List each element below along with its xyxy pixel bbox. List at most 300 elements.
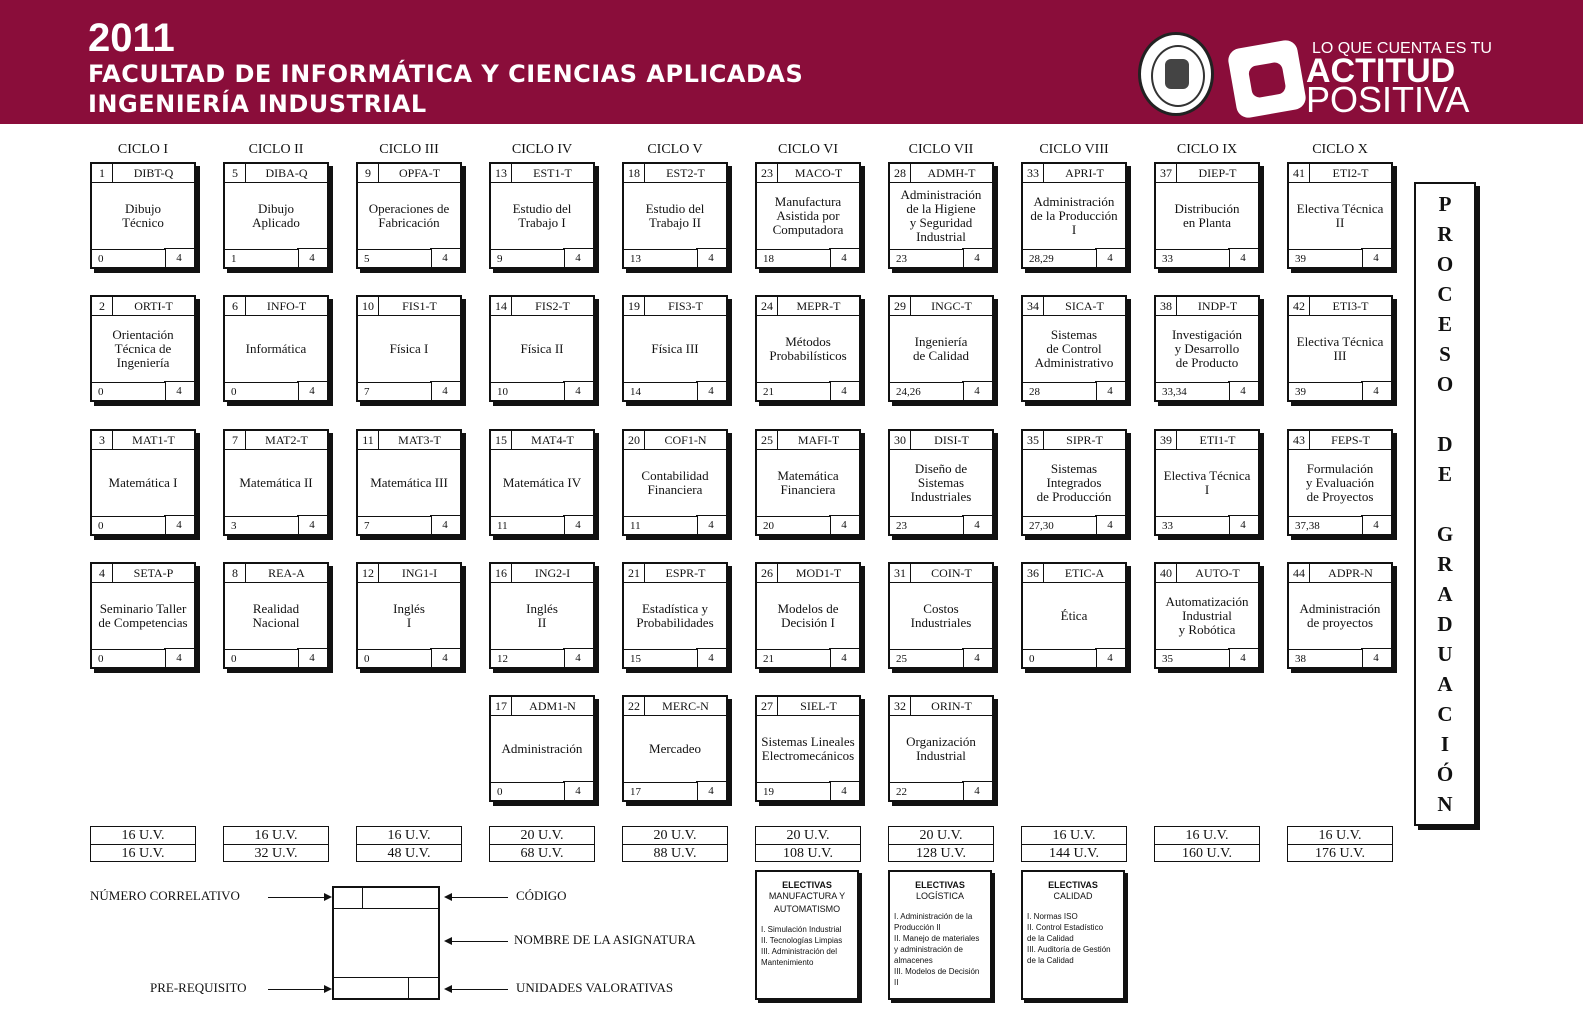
cycle-header: CICLO III xyxy=(379,142,439,157)
course-number: 34 xyxy=(1023,297,1044,316)
course-card xyxy=(356,295,462,402)
course-name: Sistemas Lineales Electromecánicos xyxy=(761,733,855,763)
course-code: MAT1-T xyxy=(113,431,194,450)
course-name: Física II xyxy=(520,340,564,356)
course-code: INGC-T xyxy=(911,297,992,316)
course-card xyxy=(489,295,595,402)
course-prerequisite: 23 xyxy=(890,516,964,534)
course-card xyxy=(1154,562,1260,669)
course-prerequisite: 12 xyxy=(491,649,565,667)
course-uv: 4 xyxy=(563,515,593,534)
course-number: 9 xyxy=(358,164,379,183)
course-uv: 4 xyxy=(696,781,726,800)
proceso-letter: E xyxy=(1437,312,1452,336)
legend-nombre-label: NOMBRE DE LA ASIGNATURA xyxy=(514,932,696,947)
uv-cumulative: 32 U.V. xyxy=(254,846,298,861)
course-code: APRI-T xyxy=(1044,164,1125,183)
proceso-letter: R xyxy=(1437,552,1453,576)
proceso-letter: Ó xyxy=(1436,762,1454,786)
course-number: 30 xyxy=(890,431,911,450)
course-name: Matemática Financiera xyxy=(777,467,839,497)
header-banner xyxy=(0,0,1583,124)
course-name: Electiva Técnica II xyxy=(1296,200,1384,230)
course-number: 10 xyxy=(358,297,379,316)
course-prerequisite: 10 xyxy=(491,382,565,400)
course-number: 40 xyxy=(1156,564,1177,583)
slogan-positiva: POSITIVA xyxy=(1306,79,1470,120)
course-number: 1 xyxy=(92,164,113,183)
course-number: 14 xyxy=(491,297,512,316)
university-seal-icon xyxy=(1138,32,1214,116)
electives-list xyxy=(1023,911,1123,966)
electives-item: I. Simulación Industrial xyxy=(761,925,842,934)
electives-area: LOGÍSTICA xyxy=(915,891,964,901)
course-number: 41 xyxy=(1289,164,1310,183)
uv-cycle: 16 U.V. xyxy=(224,827,328,845)
course-code: FIS3-T xyxy=(645,297,726,316)
legend-codigo-label: CÓDIGO xyxy=(516,888,567,903)
course-name: Investigación y Desarrollo de Producto xyxy=(1171,326,1243,370)
course-card xyxy=(888,429,994,536)
cycle-header: CICLO I xyxy=(117,142,169,157)
course-prerequisite: 21 xyxy=(757,382,831,400)
proceso-letter: A xyxy=(1437,672,1453,696)
uv-total-box xyxy=(1287,826,1393,862)
course-uv: 4 xyxy=(962,515,992,534)
legend-numero-label: NÚMERO CORRELATIVO xyxy=(90,888,240,903)
electives-title: ELECTIVAS xyxy=(1048,880,1098,890)
course-prerequisite: 0 xyxy=(491,782,565,800)
course-prerequisite: 0 xyxy=(358,649,432,667)
uv-cumulative: 108 U.V. xyxy=(783,846,833,861)
electives-title: ELECTIVAS xyxy=(782,880,832,890)
course-card xyxy=(1021,562,1127,669)
course-code: ORIN-T xyxy=(911,697,992,716)
course-code: AUTO-T xyxy=(1177,564,1258,583)
thumbs-up-icon xyxy=(1226,38,1307,119)
year-title: 2011 xyxy=(88,16,175,60)
course-card xyxy=(755,562,861,669)
course-prerequisite: 21 xyxy=(757,649,831,667)
course-card xyxy=(1287,295,1393,402)
course-uv: 4 xyxy=(563,648,593,667)
cycle-header: CICLO II xyxy=(248,142,304,157)
course-prerequisite: 39 xyxy=(1289,249,1363,267)
uv-total-box xyxy=(489,826,595,862)
course-number: 13 xyxy=(491,164,512,183)
course-prerequisite: 11 xyxy=(624,516,698,534)
course-card xyxy=(1154,295,1260,402)
uv-cumulative: 68 U.V. xyxy=(520,846,564,861)
course-prerequisite: 35 xyxy=(1156,649,1230,667)
course-card xyxy=(1287,562,1393,669)
cycle-header: CICLO X xyxy=(1312,142,1368,157)
course-uv: 4 xyxy=(1228,648,1258,667)
course-name: Mercadeo xyxy=(649,740,701,756)
course-prerequisite: 7 xyxy=(358,382,432,400)
course-name: Inglés I xyxy=(393,600,425,630)
course-uv: 4 xyxy=(1361,515,1391,534)
course-card xyxy=(755,695,861,802)
course-code: FIS2-T xyxy=(512,297,593,316)
arrow-left-icon xyxy=(446,989,508,990)
uv-cumulative: 160 U.V. xyxy=(1182,846,1232,861)
course-number: 3 xyxy=(92,431,113,450)
uv-cumulative: 144 U.V. xyxy=(1049,846,1099,861)
uv-cumulative: 128 U.V. xyxy=(916,846,966,861)
course-card xyxy=(1154,429,1260,536)
course-uv: 4 xyxy=(430,381,460,400)
course-uv: 4 xyxy=(563,781,593,800)
course-uv: 4 xyxy=(164,515,194,534)
course-code: ETI1-T xyxy=(1177,431,1258,450)
course-prerequisite: 22 xyxy=(890,782,964,800)
course-uv: 4 xyxy=(1228,248,1258,267)
course-name: Formulación y Evaluación de Proyectos xyxy=(1305,460,1375,504)
course-name: Administración de la Higiene y Seguridad Industrial xyxy=(900,186,982,244)
course-name: Automatización Industrial y Robótica xyxy=(1165,593,1249,637)
uv-total-box xyxy=(755,826,861,862)
legend-unidades-label: UNIDADES VALORATIVAS xyxy=(516,980,674,995)
course-card xyxy=(356,162,462,269)
course-name: Matemática I xyxy=(108,474,178,490)
course-code: INFO-T xyxy=(246,297,327,316)
electives-list xyxy=(757,924,857,968)
course-uv: 4 xyxy=(1095,648,1125,667)
course-card xyxy=(489,429,595,536)
course-uv: 4 xyxy=(164,248,194,267)
course-code: REA-A xyxy=(246,564,327,583)
proceso-de-graduacion xyxy=(1414,182,1476,826)
course-code: MAT2-T xyxy=(246,431,327,450)
course-card xyxy=(489,695,595,802)
proceso-letter: G xyxy=(1436,522,1454,546)
course-code: ORTI-T xyxy=(113,297,194,316)
course-card xyxy=(1021,295,1127,402)
course-uv: 4 xyxy=(696,381,726,400)
proceso-letter: U xyxy=(1437,642,1453,666)
course-uv: 4 xyxy=(430,648,460,667)
course-card xyxy=(223,295,329,402)
proceso-letter: O xyxy=(1436,372,1454,396)
course-code: SIPR-T xyxy=(1044,431,1125,450)
course-name: Organización Industrial xyxy=(906,733,976,763)
course-number: 33 xyxy=(1023,164,1044,183)
electives-item: III. Auditoría de Gestión de la Calidad xyxy=(1027,945,1111,965)
course-name: Orientación Técnica de Ingeniería xyxy=(112,326,174,370)
course-uv: 4 xyxy=(297,648,327,667)
electives-item: II. Tecnologías Limpias xyxy=(761,936,843,945)
course-card xyxy=(622,695,728,802)
course-name: Costos Industriales xyxy=(910,600,972,630)
course-number: 38 xyxy=(1156,297,1177,316)
proceso-letter: O xyxy=(1436,252,1454,276)
course-prerequisite: 33 xyxy=(1156,516,1230,534)
electives-item: III. Administración del Mantenimiento xyxy=(761,947,838,967)
course-name: Sistemas Integrados de Producción xyxy=(1036,460,1112,504)
course-uv: 4 xyxy=(1228,515,1258,534)
course-prerequisite: 23 xyxy=(890,249,964,267)
course-code: ESPR-T xyxy=(645,564,726,583)
course-prerequisite: 3 xyxy=(225,516,299,534)
uv-total-box xyxy=(622,826,728,862)
uv-cumulative: 88 U.V. xyxy=(653,846,697,861)
uv-cumulative: 176 U.V. xyxy=(1315,846,1365,861)
course-code: MAFI-T xyxy=(778,431,859,450)
faculty-title: FACULTAD DE INFORMÁTICA Y CIENCIAS APLICADAS xyxy=(88,60,804,88)
course-card xyxy=(888,695,994,802)
course-prerequisite: 9 xyxy=(491,249,565,267)
uv-total-box xyxy=(90,826,196,862)
course-name: Administración xyxy=(501,740,583,756)
course-uv: 4 xyxy=(829,648,859,667)
course-number: 43 xyxy=(1289,431,1310,450)
course-name: Matemática II xyxy=(239,474,313,490)
cycle-header: CICLO IX xyxy=(1176,142,1238,157)
course-prerequisite: 0 xyxy=(92,382,166,400)
course-prerequisite: 13 xyxy=(624,249,698,267)
course-name: Métodos Probabilísticos xyxy=(769,333,847,363)
course-prerequisite: 5 xyxy=(358,249,432,267)
course-card xyxy=(755,295,861,402)
arrow-right-icon xyxy=(268,897,330,898)
course-name: Seminario Taller de Competencias xyxy=(98,600,188,630)
course-number: 28 xyxy=(890,164,911,183)
cycle-header: CICLO V xyxy=(647,142,703,157)
course-uv: 4 xyxy=(1228,381,1258,400)
uv-cycle: 20 U.V. xyxy=(623,827,727,845)
uv-total-box xyxy=(356,826,462,862)
course-number: 23 xyxy=(757,164,778,183)
course-card xyxy=(90,562,196,669)
course-name: Física III xyxy=(651,340,699,356)
course-uv: 4 xyxy=(829,381,859,400)
course-name: Dibujo Aplicado xyxy=(252,200,300,230)
electives-item: I. Administración de la Producción II xyxy=(894,912,973,932)
proceso-letter: R xyxy=(1437,222,1453,246)
course-number: 8 xyxy=(225,564,246,583)
uv-cycle: 16 U.V. xyxy=(357,827,461,845)
course-prerequisite: 33 xyxy=(1156,249,1230,267)
course-number: 2 xyxy=(92,297,113,316)
course-prerequisite: 38 xyxy=(1289,649,1363,667)
course-uv: 4 xyxy=(1095,381,1125,400)
course-code: EST2-T xyxy=(645,164,726,183)
course-prerequisite: 20 xyxy=(757,516,831,534)
uv-cycle: 20 U.V. xyxy=(756,827,860,845)
course-number: 11 xyxy=(358,431,379,450)
course-name: Inglés II xyxy=(526,600,558,630)
course-uv: 4 xyxy=(563,381,593,400)
course-prerequisite: 0 xyxy=(225,382,299,400)
slogan-small: LO QUE CUENTA ES TU xyxy=(1312,40,1492,57)
course-name: Estadística y Probabilidades xyxy=(636,600,714,630)
course-code: ING1-I xyxy=(379,564,460,583)
course-number: 27 xyxy=(757,697,778,716)
course-uv: 4 xyxy=(1095,515,1125,534)
cycle-header: CICLO VIII xyxy=(1039,142,1109,157)
proceso-letter: P xyxy=(1438,192,1452,216)
course-prerequisite: 28 xyxy=(1023,382,1097,400)
course-number: 6 xyxy=(225,297,246,316)
course-uv: 4 xyxy=(164,381,194,400)
course-prerequisite: 18 xyxy=(757,249,831,267)
course-card xyxy=(90,162,196,269)
course-number: 4 xyxy=(92,564,113,583)
proceso-letter: I xyxy=(1440,732,1450,756)
uv-cycle: 16 U.V. xyxy=(1155,827,1259,845)
course-code: ETI3-T xyxy=(1310,297,1391,316)
uv-cumulative: 16 U.V. xyxy=(121,846,165,861)
course-name: Operaciones de Fabricación xyxy=(368,200,450,230)
course-number: 19 xyxy=(624,297,645,316)
course-name: Realidad Nacional xyxy=(252,600,300,630)
course-name: Modelos de Decisión I xyxy=(777,600,839,630)
course-prerequisite: 14 xyxy=(624,382,698,400)
course-code: INDP-T xyxy=(1177,297,1258,316)
course-prerequisite: 7 xyxy=(358,516,432,534)
course-uv: 4 xyxy=(962,248,992,267)
course-code: SETA-P xyxy=(113,564,194,583)
uv-total-box xyxy=(1154,826,1260,862)
course-number: 39 xyxy=(1156,431,1177,450)
course-number: 5 xyxy=(225,164,246,183)
course-code: MERC-N xyxy=(645,697,726,716)
course-uv: 4 xyxy=(829,515,859,534)
course-number: 35 xyxy=(1023,431,1044,450)
course-name: Matemática III xyxy=(370,474,448,490)
course-number: 17 xyxy=(491,697,512,716)
course-name: Estudio del Trabajo II xyxy=(645,200,705,230)
course-card xyxy=(888,295,994,402)
electives-item: III. Modelos de Decisión II xyxy=(894,967,980,987)
proceso-letter: N xyxy=(1437,792,1453,816)
course-card xyxy=(1154,162,1260,269)
proceso-letter: C xyxy=(1437,282,1453,306)
course-prerequisite: 0 xyxy=(1023,649,1097,667)
course-prerequisite: 0 xyxy=(92,249,166,267)
course-prerequisite: 24,26 xyxy=(890,382,964,400)
course-uv: 4 xyxy=(297,381,327,400)
course-code: FEPS-T xyxy=(1310,431,1391,450)
course-name: Sistemas de Control Administrativo xyxy=(1034,326,1114,370)
course-number: 25 xyxy=(757,431,778,450)
electives-box xyxy=(888,870,992,1000)
course-prerequisite: 19 xyxy=(757,782,831,800)
course-code: MAT4-T xyxy=(512,431,593,450)
proceso-letter: D xyxy=(1437,612,1453,636)
course-code: MEPR-T xyxy=(778,297,859,316)
course-card xyxy=(489,562,595,669)
course-code: OPFA-T xyxy=(379,164,460,183)
course-number: 26 xyxy=(757,564,778,583)
course-uv: 4 xyxy=(829,248,859,267)
course-card xyxy=(1287,429,1393,536)
course-code: ADPR-N xyxy=(1310,564,1391,583)
course-prerequisite: 11 xyxy=(491,516,565,534)
course-prerequisite: 17 xyxy=(624,782,698,800)
arrow-left-icon xyxy=(446,897,508,898)
course-uv: 4 xyxy=(297,515,327,534)
course-code: DIBA-Q xyxy=(246,164,327,183)
uv-cycle: 16 U.V. xyxy=(1288,827,1392,845)
course-uv: 4 xyxy=(962,648,992,667)
course-uv: 4 xyxy=(696,248,726,267)
course-code: SIEL-T xyxy=(778,697,859,716)
course-name: Ética xyxy=(1060,607,1088,623)
course-prerequisite: 0 xyxy=(92,649,166,667)
course-code: ADM1-N xyxy=(512,697,593,716)
course-uv: 4 xyxy=(962,781,992,800)
proceso-letter: D xyxy=(1437,432,1453,456)
course-uv: 4 xyxy=(430,515,460,534)
course-uv: 4 xyxy=(430,248,460,267)
electives-box xyxy=(1021,870,1125,1000)
course-uv: 4 xyxy=(962,381,992,400)
electives-area: CALIDAD xyxy=(1053,891,1093,901)
course-code: COIN-T xyxy=(911,564,992,583)
course-name: Dibujo Técnico xyxy=(122,200,164,230)
course-number: 18 xyxy=(624,164,645,183)
course-number: 7 xyxy=(225,431,246,450)
electives-title: ELECTIVAS xyxy=(915,880,965,890)
course-card xyxy=(90,429,196,536)
course-prerequisite: 0 xyxy=(225,649,299,667)
electives-area: MANUFACTURA Y AUTOMATISMO xyxy=(768,891,846,914)
course-number: 31 xyxy=(890,564,911,583)
course-prerequisite: 37,38 xyxy=(1289,516,1363,534)
course-code: SICA-T xyxy=(1044,297,1125,316)
course-code: ING2-I xyxy=(512,564,593,583)
course-name: Física I xyxy=(389,340,429,356)
course-card xyxy=(1287,162,1393,269)
course-number: 32 xyxy=(890,697,911,716)
career-title: INGENIERÍA INDUSTRIAL xyxy=(88,90,427,118)
course-card xyxy=(223,162,329,269)
course-card xyxy=(888,562,994,669)
course-code: DIEP-T xyxy=(1177,164,1258,183)
course-name: Administración de la Producción I xyxy=(1030,193,1118,237)
course-uv: 4 xyxy=(1361,381,1391,400)
course-uv: 4 xyxy=(829,781,859,800)
cycle-header: CICLO IV xyxy=(511,142,573,157)
course-number: 24 xyxy=(757,297,778,316)
course-uv: 4 xyxy=(563,248,593,267)
course-card xyxy=(356,562,462,669)
course-name: Administración de proyectos xyxy=(1299,600,1381,630)
uv-total-box xyxy=(223,826,329,862)
proceso-letter: C xyxy=(1437,702,1453,726)
course-uv: 4 xyxy=(297,248,327,267)
course-card xyxy=(223,429,329,536)
proceso-letter: A xyxy=(1437,582,1453,606)
course-card xyxy=(755,162,861,269)
course-card xyxy=(622,429,728,536)
course-uv: 4 xyxy=(1095,248,1125,267)
course-number: 21 xyxy=(624,564,645,583)
uv-cycle: 20 U.V. xyxy=(889,827,993,845)
course-prerequisite: 28,29 xyxy=(1023,249,1097,267)
electives-item: II. Control Estadístico de la Calidad xyxy=(1027,923,1104,943)
course-code: MOD1-T xyxy=(778,564,859,583)
proceso-letter: E xyxy=(1437,462,1452,486)
course-card xyxy=(622,162,728,269)
course-code: ADMH-T xyxy=(911,164,992,183)
course-name: Distribución en Planta xyxy=(1174,200,1240,230)
course-card xyxy=(1021,429,1127,536)
course-name: Estudio del Trabajo I xyxy=(512,200,572,230)
course-uv: 4 xyxy=(1361,248,1391,267)
